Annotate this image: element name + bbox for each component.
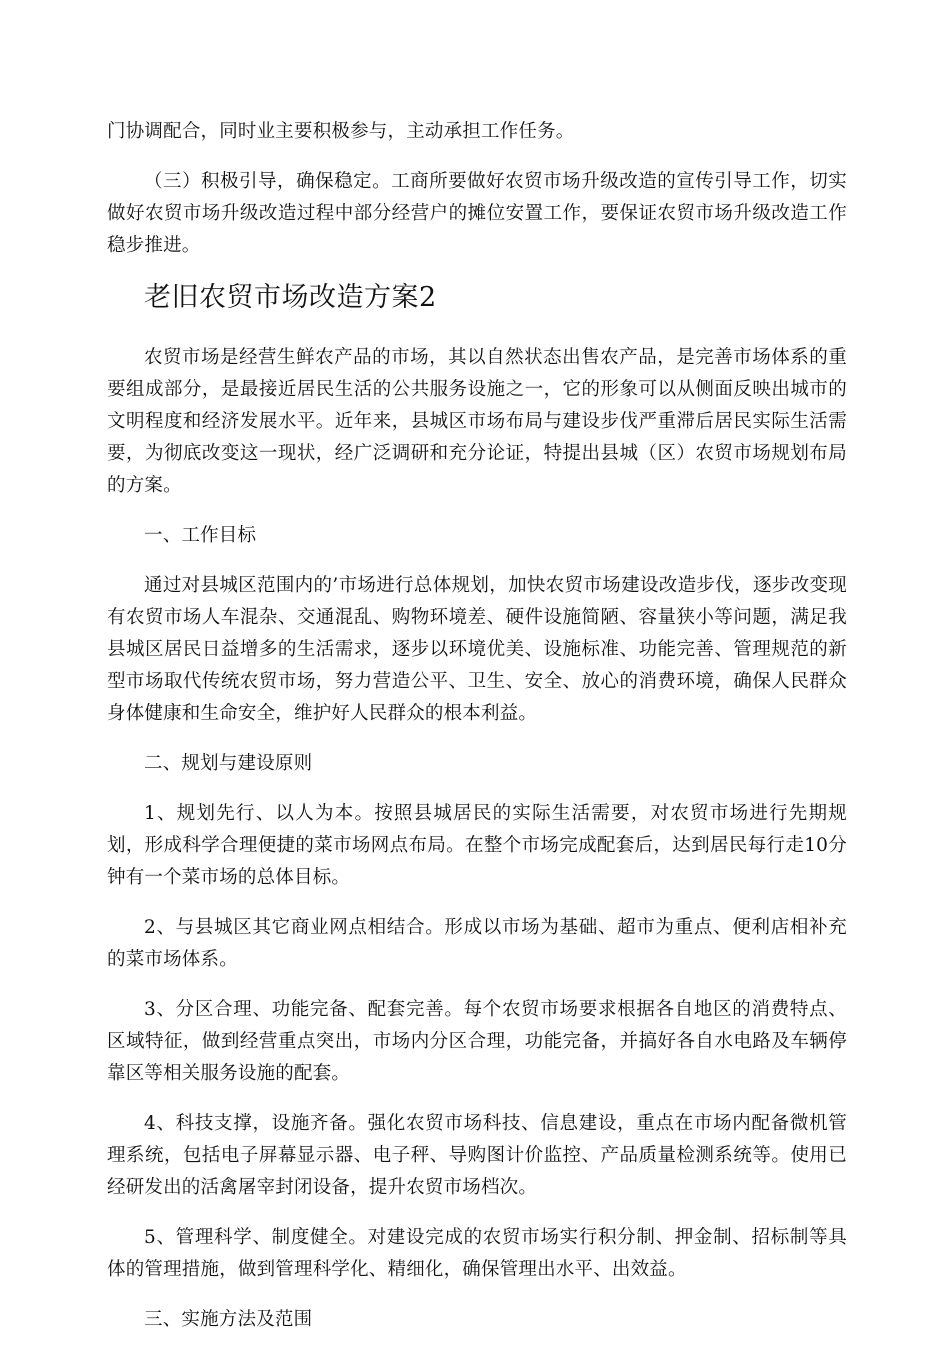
paragraph-intro: 农贸市场是经营生鲜农产品的市场，其以自然状态出售农产品，是完善市场体系的重要组成部分，是最接近居民生活的公共服务设施之一，它的形象可以从侧面反映出城市的文明程度和经济发展水平。近年来，县城区市场布局与建设步伐严重滞后居民实际生活需要，为彻底改变这一现状，经广泛调研和充分论证，特提出县城（区）农贸市场规划布局的方案。 <box>107 347 847 496</box>
document-body <box>107 116 847 1354</box>
principle-item-4: 4、科技支撑，设施齐备。强化农贸市场科技、信息建设，重点在市场内配备微机管理系统，包括电子屏幕显示器、电子秤、导购图计价监控、产品质量检测系统等。使用已经研发出的活禽屠宰封闭设备，提升农贸市场档次。 <box>107 1113 847 1198</box>
section-heading-goals: 一、工作目标 <box>144 525 257 546</box>
paragraph-guidance: （三）积极引导，确保稳定。工商所要做好农贸市场升级改造的宣传引导工作，切实做好农贸市场升级改造过程中部分经营户的摊位安置工作，要保证农贸市场升级改造工作稳步推进。 <box>107 171 847 256</box>
principle-item-3: 3、分区合理、功能完备、配套完善。每个农贸市场要求根据各自地区的消费特点、区域特征，做到经营重点突出，市场内分区合理，功能完备，并搞好各自水电路及车辆停靠区等相关服务设施的配套。 <box>107 999 847 1084</box>
section-heading-implementation: 三、实施方法及范围 <box>144 1309 313 1330</box>
section-title: 老旧农贸市场改造方案2 <box>144 282 437 313</box>
paragraph-goals: 通过对县城区范围内的’市场进行总体规划，加快农贸市场建设改造步伐，逐步改变现有农贸市场人车混杂、交通混乱、购物环境差、硬件设施简陋、容量狭小等问题，满足我县城区居民日益增多的生活需求，逐步以环境优美、设施标准、功能完善、管理规范的新型市场取代传统农贸市场，努力营造公平、卫生、安全、放心的消费环境，确保人民群众身体健康和生命安全，维护好人民群众的根本利益。 <box>107 575 847 724</box>
principle-item-5: 5、管理科学、制度健全。对建设完成的农贸市场实行积分制、押金制、招标制等具体的管理措施，做到管理科学化、精细化，确保管理出水平、出效益。 <box>107 1227 847 1280</box>
principle-item-1: 1、规划先行、以人为本。按照县城居民的实际生活需要，对农贸市场进行先期规划，形成科学合理便捷的菜市场网点布局。在整个市场完成配套后，达到居民每行走10分钟有一个菜市场的总体目标。 <box>107 803 847 888</box>
paragraph-continuation: 门协调配合，同时业主要积极参与，主动承担工作任务。 <box>107 121 575 142</box>
principle-item-2: 2、与县城区其它商业网点相结合。形成以市场为基础、超市为重点、便利店相补充的菜市场体系。 <box>107 917 847 970</box>
section-heading-principles: 二、规划与建设原则 <box>144 753 313 774</box>
